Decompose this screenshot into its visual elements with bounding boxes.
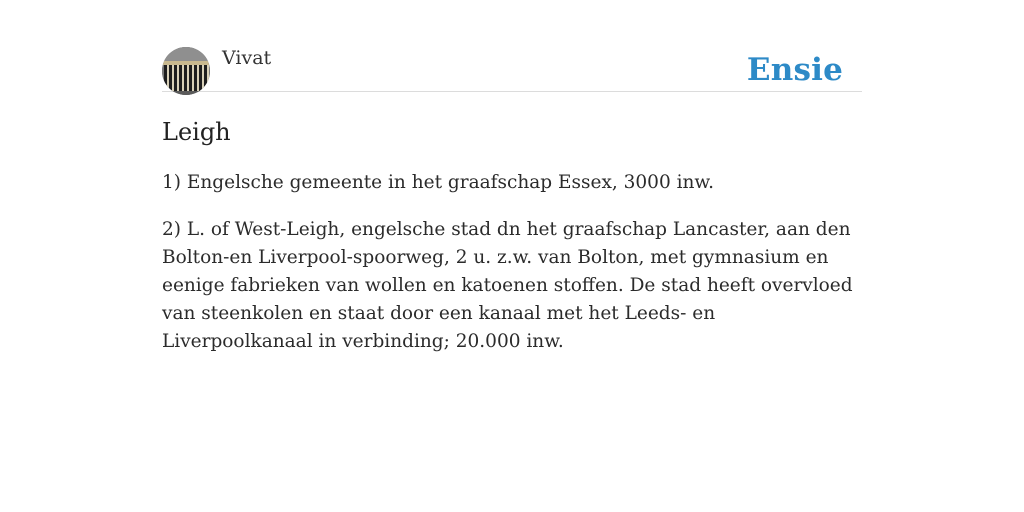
source-header: [162, 47, 862, 92]
definition-entry-1: 1) Engelsche gemeente in het graafschap Essex, 3000 inw.: [162, 172, 714, 193]
definition-entry-2: 2) L. of West-Leigh, engelsche stad dn het graafschap Lancaster, aan den Bolton-en Liverpool-spoorweg, 2 u. z.w. van Bolton, met gymnasium en eenige fabrieken van wollen en katoenen stoffen. De stad heeft overvloed van steenkolen en staat door een kanaal met het Leeds- en Liverpoolkanaal in verbinding; 20.000 inw.: [162, 219, 853, 352]
brand-logo[interactable]: Ensie: [746, 52, 843, 88]
source-name[interactable]: Vivat: [222, 47, 272, 69]
page-container: [162, 0, 862, 356]
book-spines-icon: [162, 47, 210, 95]
article-title: Leigh: [162, 118, 231, 146]
source-avatar[interactable]: [162, 47, 210, 95]
